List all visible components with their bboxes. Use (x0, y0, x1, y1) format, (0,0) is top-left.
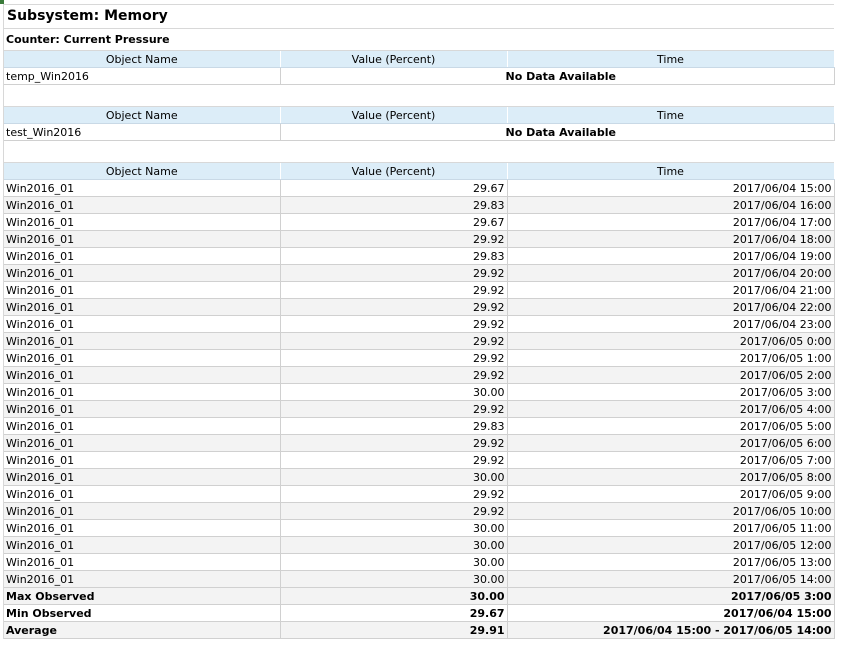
object-name-cell: Win2016_01 (4, 299, 280, 316)
table-row (4, 571, 834, 588)
summary-label-cell: Average (4, 622, 280, 639)
counter-title: Counter: Current Pressure (4, 29, 834, 51)
time-cell: 2017/06/05 12:00 (507, 537, 834, 554)
value-cell: 30.00 (280, 537, 507, 554)
table-row (4, 537, 834, 554)
time-cell: 2017/06/05 14:00 (507, 571, 834, 588)
table-row (4, 231, 834, 248)
table-row (4, 248, 834, 265)
value-cell: 29.92 (280, 333, 507, 350)
object-name-cell: Win2016_01 (4, 197, 280, 214)
table-row (4, 214, 834, 231)
time-cell: 2017/06/04 15:00 (507, 180, 834, 197)
table-row (4, 282, 834, 299)
object-name-cell: Win2016_01 (4, 401, 280, 418)
summary-time-cell: 2017/06/04 15:00 (507, 605, 834, 622)
time-cell: 2017/06/05 0:00 (507, 333, 834, 350)
value-cell: 30.00 (280, 469, 507, 486)
time-cell: 2017/06/05 8:00 (507, 469, 834, 486)
time-cell: 2017/06/04 19:00 (507, 248, 834, 265)
column-header-value: Value (Percent) (280, 163, 507, 180)
object-name-cell: Win2016_01 (4, 316, 280, 333)
value-cell: 29.83 (280, 197, 507, 214)
value-cell: 29.92 (280, 282, 507, 299)
empty-table-test (4, 107, 835, 141)
object-name-cell: temp_Win2016 (4, 68, 280, 85)
no-data-text: No Data Available (505, 125, 616, 139)
object-name-cell: Win2016_01 (4, 452, 280, 469)
summary-row (4, 588, 834, 605)
object-name-cell: Win2016_01 (4, 435, 280, 452)
table-header-row (4, 107, 834, 124)
table-row (4, 265, 834, 282)
value-cell: 29.92 (280, 367, 507, 384)
table-row (4, 486, 834, 503)
no-data-message (280, 124, 834, 141)
summary-label-cell: Min Observed (4, 605, 280, 622)
empty-table-temp (4, 51, 835, 85)
time-cell: 2017/06/04 17:00 (507, 214, 834, 231)
column-header-value: Value (Percent) (280, 107, 507, 124)
table-spacer (4, 85, 834, 107)
time-cell: 2017/06/04 23:00 (507, 316, 834, 333)
time-cell: 2017/06/04 22:00 (507, 299, 834, 316)
object-name-cell: Win2016_01 (4, 367, 280, 384)
table-row (4, 68, 834, 85)
value-cell: 29.92 (280, 299, 507, 316)
value-cell: 29.92 (280, 265, 507, 282)
data-table-win2016 (4, 163, 835, 639)
object-name-cell: Win2016_01 (4, 214, 280, 231)
value-cell: 30.00 (280, 554, 507, 571)
value-cell: 29.92 (280, 435, 507, 452)
summary-time-cell: 2017/06/05 3:00 (507, 588, 834, 605)
object-name-cell: Win2016_01 (4, 231, 280, 248)
time-cell: 2017/06/05 2:00 (507, 367, 834, 384)
table-row (4, 554, 834, 571)
value-cell: 29.67 (280, 180, 507, 197)
value-cell: 30.00 (280, 571, 507, 588)
value-cell: 29.83 (280, 418, 507, 435)
object-name-cell: Win2016_01 (4, 554, 280, 571)
table-row (4, 503, 834, 520)
time-cell: 2017/06/04 21:00 (507, 282, 834, 299)
time-cell: 2017/06/05 5:00 (507, 418, 834, 435)
time-cell: 2017/06/04 20:00 (507, 265, 834, 282)
time-cell: 2017/06/05 11:00 (507, 520, 834, 537)
table-row (4, 384, 834, 401)
object-name-cell: Win2016_01 (4, 418, 280, 435)
value-cell: 29.92 (280, 231, 507, 248)
object-name-cell: Win2016_01 (4, 350, 280, 367)
value-cell: 29.92 (280, 452, 507, 469)
table-row (4, 180, 834, 197)
time-cell: 2017/06/05 6:00 (507, 435, 834, 452)
object-name-cell: Win2016_01 (4, 571, 280, 588)
table-row (4, 350, 834, 367)
table-row (4, 469, 834, 486)
summary-label-cell: Max Observed (4, 588, 280, 605)
column-header-time: Time (507, 163, 834, 180)
table-row (4, 333, 834, 350)
object-name-cell: Win2016_01 (4, 486, 280, 503)
table-row (4, 435, 834, 452)
column-header-time: Time (507, 51, 834, 68)
value-cell: 30.00 (280, 384, 507, 401)
column-header-value: Value (Percent) (280, 51, 507, 68)
table-row (4, 520, 834, 537)
table-row (4, 401, 834, 418)
no-data-message (280, 68, 834, 85)
summary-row (4, 622, 834, 639)
table-row (4, 418, 834, 435)
table-row (4, 367, 834, 384)
column-header-time: Time (507, 107, 834, 124)
summary-value-cell: 29.91 (280, 622, 507, 639)
summary-value-cell: 30.00 (280, 588, 507, 605)
value-cell: 29.92 (280, 316, 507, 333)
object-name-cell: Win2016_01 (4, 384, 280, 401)
table-header-row (4, 51, 834, 68)
no-data-text: No Data Available (505, 69, 616, 83)
object-name-cell: Win2016_01 (4, 333, 280, 350)
time-cell: 2017/06/04 16:00 (507, 197, 834, 214)
table-row (4, 197, 834, 214)
value-cell: 29.83 (280, 248, 507, 265)
object-name-cell: test_Win2016 (4, 124, 280, 141)
table-header-row (4, 163, 834, 180)
table-row (4, 316, 834, 333)
object-name-cell: Win2016_01 (4, 503, 280, 520)
time-cell: 2017/06/05 9:00 (507, 486, 834, 503)
value-cell: 29.92 (280, 503, 507, 520)
time-cell: 2017/06/04 18:00 (507, 231, 834, 248)
value-cell: 29.92 (280, 486, 507, 503)
object-name-cell: Win2016_01 (4, 520, 280, 537)
column-header-object-name: Object Name (4, 163, 280, 180)
value-cell: 29.92 (280, 350, 507, 367)
time-cell: 2017/06/05 3:00 (507, 384, 834, 401)
object-name-cell: Win2016_01 (4, 248, 280, 265)
summary-value-cell: 29.67 (280, 605, 507, 622)
report-frame (3, 4, 834, 639)
summary-time-cell: 2017/06/04 15:00 - 2017/06/05 14:00 (507, 622, 834, 639)
summary-row (4, 605, 834, 622)
time-cell: 2017/06/05 13:00 (507, 554, 834, 571)
table-spacer (4, 141, 834, 163)
table-row (4, 299, 834, 316)
column-header-object-name: Object Name (4, 51, 280, 68)
time-cell: 2017/06/05 7:00 (507, 452, 834, 469)
object-name-cell: Win2016_01 (4, 265, 280, 282)
value-cell: 29.67 (280, 214, 507, 231)
object-name-cell: Win2016_01 (4, 282, 280, 299)
value-cell: 30.00 (280, 520, 507, 537)
value-cell: 29.92 (280, 401, 507, 418)
object-name-cell: Win2016_01 (4, 180, 280, 197)
object-name-cell: Win2016_01 (4, 469, 280, 486)
time-cell: 2017/06/05 10:00 (507, 503, 834, 520)
time-cell: 2017/06/05 4:00 (507, 401, 834, 418)
table-row (4, 124, 834, 141)
column-header-object-name: Object Name (4, 107, 280, 124)
table-row (4, 452, 834, 469)
subsystem-title: Subsystem: Memory (4, 5, 834, 29)
object-name-cell: Win2016_01 (4, 537, 280, 554)
time-cell: 2017/06/05 1:00 (507, 350, 834, 367)
